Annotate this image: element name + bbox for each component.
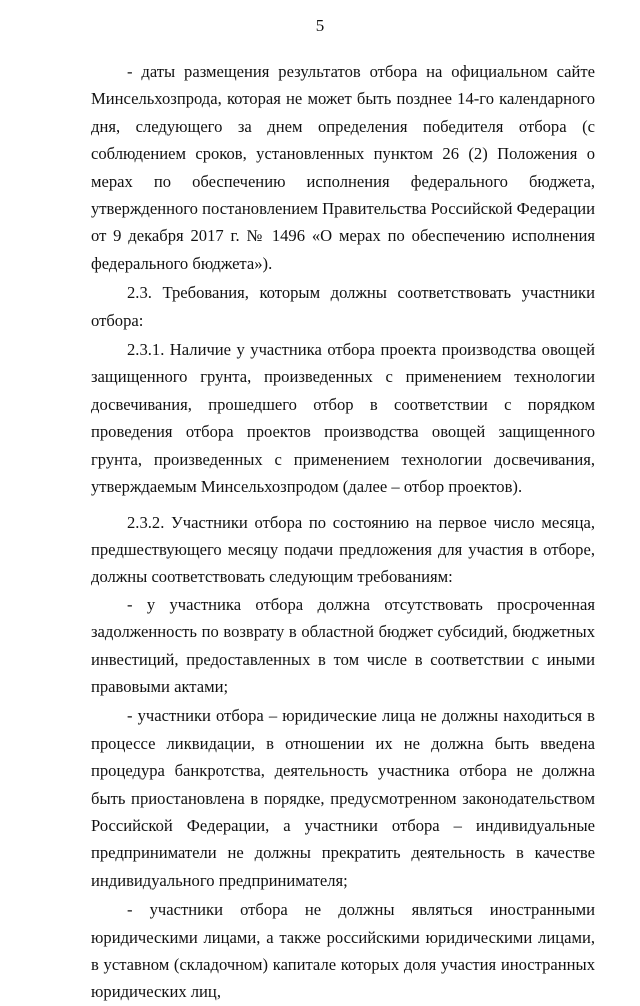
paragraph-results-publication-date: - даты размещения результатов отбора на официальном сайте Минсельхозпрода, которая не может быть позднее 14-го календарного дня, следующего за днем определения победителя отбора (с соблюдением сроков, установленных пунктом 26 (2) Положения о мерах по обеспечению исполнения федерального бюджета, утвержденного постановлением Правительства Российской Федерации от 9 декабря 2017 г. № 1496 «О мерах по обеспечению исполнения федерального бюджета»).: [91, 62, 595, 273]
paragraph-no-overdue-debt: - у участника отбора должна отсутствовать просроченная задолженность по возврату в областной бюджет субсидий, бюджетных инвестиций, предоставленных в том числе в соответствии с иными правовыми актами;: [91, 594, 595, 696]
paragraph-no-liquidation: - участники отбора – юридические лица не должны находиться в процессе ликвидации, в отношении их не должна быть введена процедура банкротства, деятельность участника отбора не должна быть приостановлена в порядке, предусмотренном законодательством Российской Федерации, а участники отбора – индивидуальные предприниматели не должны прекратить деятельность в качестве индивидуального предпринимателя;: [91, 706, 595, 890]
document-body: [91, 58, 595, 1006]
page-number: 5: [315, 16, 325, 35]
paragraph-2-3-requirements: 2.3. Требования, которым должны соответствовать участники отбора:: [91, 283, 595, 330]
paragraph-2-3-2-participants: 2.3.2. Участники отбора по состоянию на первое число месяца, предшествующего месяцу подачи предложения для участия в отборе, должны соответствовать следующим требованиям:: [91, 512, 595, 587]
paragraph-not-foreign-entities: - участники отбора не должны являться иностранными юридическими лицами, а также российскими юридическими лицами, в уставном (складочном) капитале которых доля участия иностранных юридических лиц,: [91, 900, 595, 1002]
paragraph-2-3-1-project: 2.3.1. Наличие у участника отбора проекта производства овощей защищенного грунта, произведенных с применением технологии досвечивания, прошедшего отбор в соответствии с порядком проведения отбора проектов производства овощей защищенного грунта, произведенных с применением технологии досвечивания, утверждаемым Минсельхозпродом (далее – отбор проектов).: [91, 340, 595, 497]
